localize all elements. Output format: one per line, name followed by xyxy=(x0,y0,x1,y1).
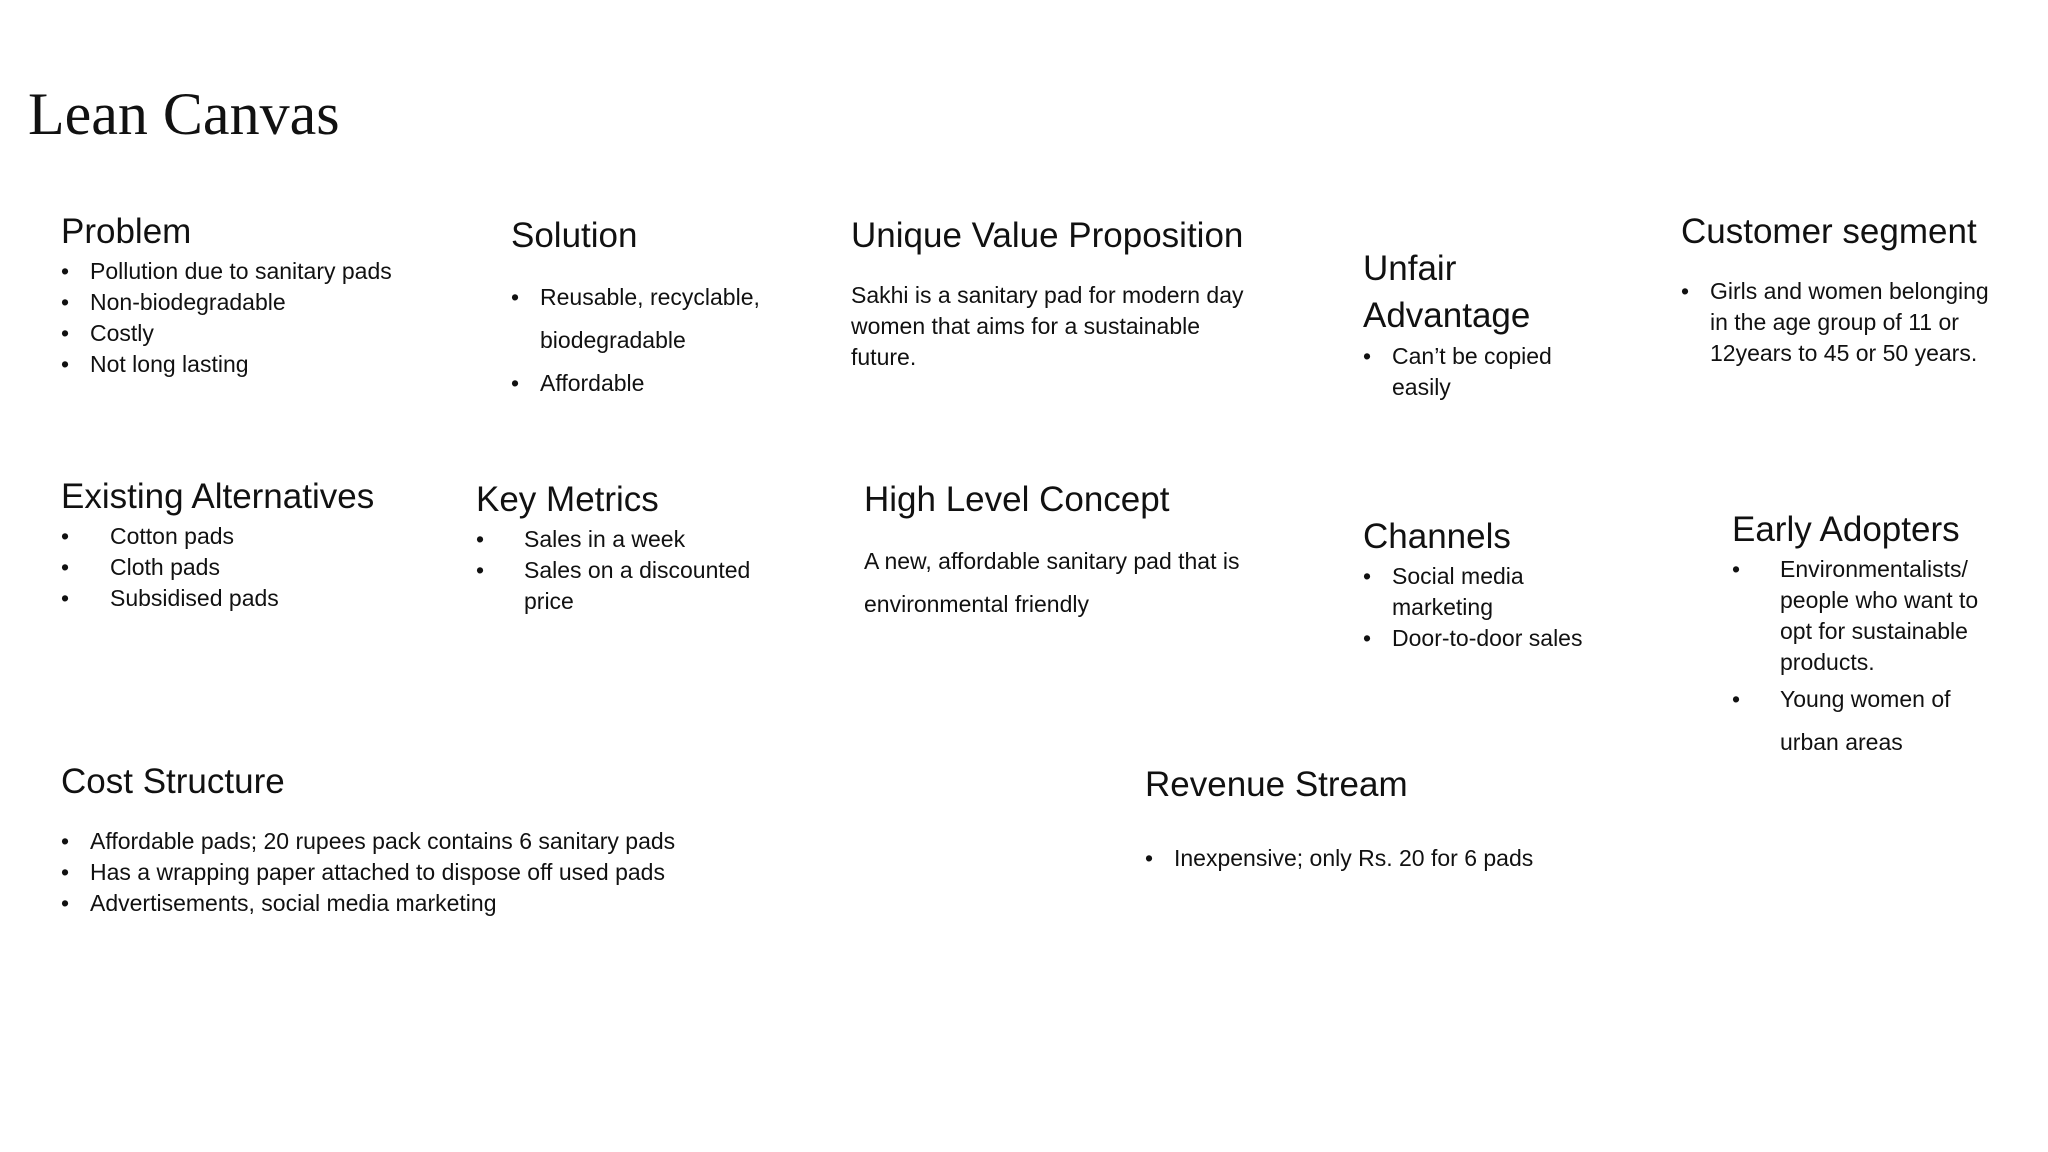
channels-heading: Channels xyxy=(1363,517,1511,556)
existing-alternatives-section xyxy=(61,475,461,614)
list-item: • Non-biodegradable xyxy=(61,287,461,318)
list-item: • Door-to-door sales xyxy=(1363,623,1643,654)
uvp-section xyxy=(851,214,1291,373)
list-item: • Inexpensive; only Rs. 20 for 6 pads xyxy=(1145,843,1745,874)
uvp-heading: Unique Value Proposition xyxy=(851,216,1244,255)
list-item: • Has a wrapping paper attached to dispose off used pads xyxy=(61,857,861,888)
list-item: • Affordable xyxy=(511,362,781,405)
list-item: • Girls and women belonging in the age group of 11 or 12years to 45 or 50 years. xyxy=(1681,276,2010,369)
cost-structure-section xyxy=(61,760,861,919)
list-item: • Reusable, recyclable, biodegradable xyxy=(511,276,781,362)
unfair-advantage-heading: Unfair Advantage xyxy=(1363,249,1531,335)
customer-segment-heading: Customer segment xyxy=(1681,212,1977,251)
key-metrics-section xyxy=(476,478,786,617)
list-item: • Subsidised pads xyxy=(61,583,461,614)
channels-list xyxy=(1363,561,1643,654)
solution-heading: Solution xyxy=(511,216,638,255)
list-item: • Not long lasting xyxy=(61,349,461,380)
list-item: • Cloth pads xyxy=(61,552,461,583)
customer-segment-list xyxy=(1681,276,2021,369)
cost-structure-list xyxy=(61,826,861,919)
key-metrics-heading: Key Metrics xyxy=(476,480,659,519)
list-item: • Affordable pads; 20 rupees pack contains 6 sanitary pads xyxy=(61,826,861,857)
unfair-advantage-section xyxy=(1363,245,1613,403)
list-item: • Can’t be copied easily xyxy=(1363,341,1592,403)
problem-section xyxy=(61,210,461,380)
high-level-concept-text: A new, affordable sanitary pad that is environmental friendly xyxy=(864,548,1240,617)
existing-alternatives-heading: Existing Alternatives xyxy=(61,477,375,516)
revenue-stream-list xyxy=(1145,843,1745,874)
list-item: • Young women of urban areas xyxy=(1732,678,1980,764)
page-title: Lean Canvas xyxy=(28,81,340,147)
list-item: • Environmentalists/ people who want to opt for sustainable products. xyxy=(1732,554,2000,678)
problem-heading: Problem xyxy=(61,212,192,251)
list-item: • Sales on a discounted price xyxy=(476,555,764,617)
early-adopters-list xyxy=(1732,554,2032,764)
list-item: • Cotton pads xyxy=(61,521,461,552)
customer-segment-section xyxy=(1681,210,2021,369)
early-adopters-section xyxy=(1732,508,2032,764)
key-metrics-list xyxy=(476,524,786,617)
channels-section xyxy=(1363,515,1643,654)
existing-alternatives-list xyxy=(61,521,461,614)
cost-structure-heading: Cost Structure xyxy=(61,762,285,801)
list-item: • Sales in a week xyxy=(476,524,786,555)
problem-list xyxy=(61,256,461,380)
unfair-advantage-list xyxy=(1363,341,1613,403)
list-item: • Advertisements, social media marketing xyxy=(61,888,861,919)
solution-section xyxy=(511,214,781,405)
revenue-stream-section xyxy=(1145,763,1745,874)
high-level-concept-heading: High Level Concept xyxy=(864,480,1170,519)
uvp-text: Sakhi is a sanitary pad for modern day women that aims for a sustainable future. xyxy=(851,282,1244,370)
list-item: • Costly xyxy=(61,318,461,349)
list-item: • Social media marketing xyxy=(1363,561,1552,623)
high-level-concept-section xyxy=(864,478,1284,626)
list-item: • Pollution due to sanitary pads xyxy=(61,256,461,287)
early-adopters-heading: Early Adopters xyxy=(1732,510,1960,549)
solution-list xyxy=(511,276,781,405)
revenue-stream-heading: Revenue Stream xyxy=(1145,765,1408,804)
